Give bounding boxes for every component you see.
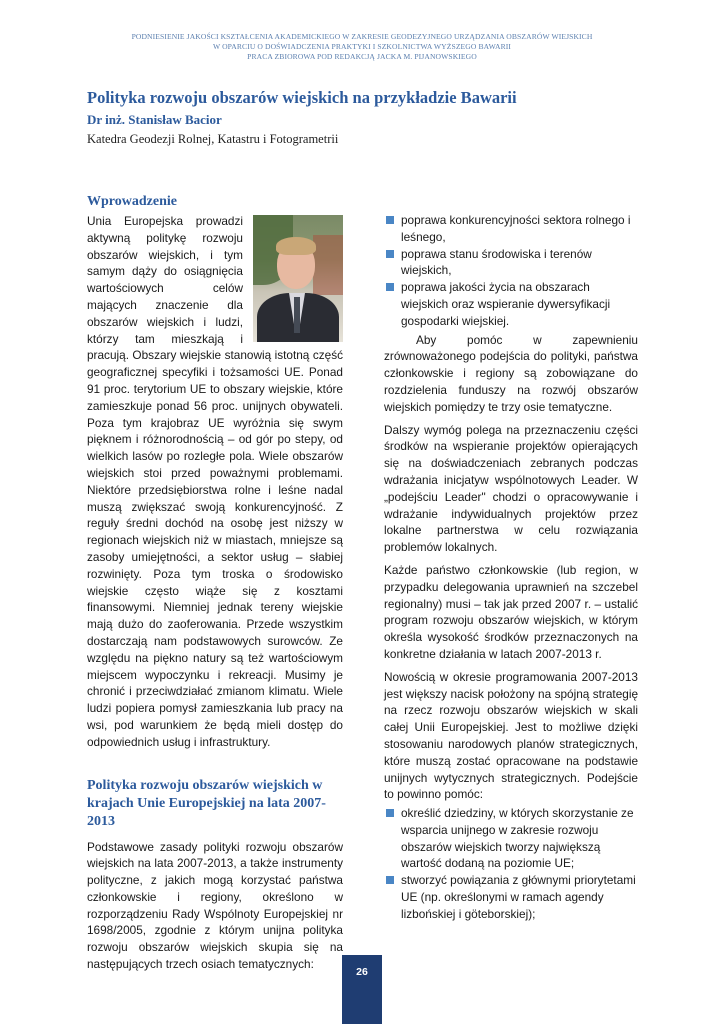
paragraph-balance: Aby pomóc w zapewnieniu zrównoważonego podejścia do polityki, państwa członkowskie i regiony są zobowiązane do rozdzielenia funduszy na rozwój obszarów wiejskich pomiędzy te trzy osie tematyczne. bbox=[384, 332, 638, 414]
left-column bbox=[87, 193, 343, 973]
square-bullet-icon bbox=[386, 216, 394, 224]
list-item: poprawa jakości życia na obszarach wiejskich oraz wspieranie dywersyfikacji gospodarki wiejskiej. bbox=[384, 279, 638, 329]
header-line-2: W OPARCIU O DOŚWIADCZENIA PRAKTYKI I SZKOLNICTWA WYŻSZEGO BAWARII bbox=[212, 42, 512, 51]
list-item: stworzyć powiązania z głównymi priorytetami UE (np. określonymi w ramach agendy lizbońskiej i göteborskiej); bbox=[384, 872, 638, 922]
page-number: 26 bbox=[356, 966, 368, 978]
list-item: poprawa stanu środowiska i terenów wiejskich, bbox=[384, 246, 638, 280]
intro-paragraph: Unia Europejska prowadzi aktywną politykę rozwoju obszarów wiejskich, i tym samym dąży do osiągnięcia wartościowych celów mających znaczenie dla obszarów wiejskich i ludzi, którzy tam mieszkają i pracują. Obszary wiejskie stanowią istotną część geograficznej specyfiki i tożsamości UE. Ponad 91 proc. terytorium UE to obszary wiejskie, które zamieszkuje ponad 56 proc. unijnych obywateli. Poza tym krajobraz UE wyróżnia się swym pięknem i różnorodnością – od gór po stepy, od wielkich lasów po rozległe pola. Wiele obszarów wiejskich stoi przed poważnymi problemami. Niektóre przedsiębiorstwa rolne i leśne nadal muszą zwiększać swoją konkurencyjność. Z reguły średni dochód na osobę jest niższy w regionach wiejskich niż w miastach, mniejsze są zasoby umiejętności, a sektor usług – słabiej rozwinięty. Poza tym troska o środowisko wiejskie często wiąże się z kosztami finansowymi. Niemniej jednak tereny wiejskie mają dużo do zaoferowania. Przede wszystkim dostarczają nam podstawowych surowców. Ze względu na piękno natury są też wartościowym miejscem wypoczynku i rekreacji. Musimy je chronić i przeciwdziałać zmianom klimatu. Wiele ludzi popiera pomysł zamieszkania lub pracy na wsi, pod warunkiem że będą mieli dostęp do odpowiednich usług i infrastruktury. bbox=[87, 214, 343, 749]
approach-list bbox=[384, 805, 638, 923]
paragraph-program: Każde państwo członkowskie (lub region, w przypadku delegowania uprawnień na szczebel regionalny) musi – tak jak przed 2007 r. – ustalić program rozwoju obszarów wiejskich, w którym określa wysokość środków przeznaczonych na konkretne działania w latach 2007-2013 r. bbox=[384, 562, 638, 661]
paragraph-leader: Dalszy wymóg polega na przeznaczeniu części środków na wspieranie projektów opierających się na doświadczeniach zebranych podczas wdrażania inicjatyw wspólnotowych Leader. W „podejściu Leader" chodzi o opracowywanie i wdrażanie indywidualnych projektów przez lokalne partnerstwa w celu rozwiązania problemów lokalnych. bbox=[384, 422, 638, 555]
right-column bbox=[384, 212, 638, 923]
photo-house bbox=[313, 235, 343, 295]
author-photo bbox=[253, 215, 343, 342]
policy-paragraph: Podstawowe zasady polityki rozwoju obszarów wiejskich na lata 2007-2013, a także instrumenty polityczne, z jakich mogą korzystać państwa członkowskie i regiony, określono w rozporządzeniu Rady Wspólnoty Europejskiej nr 1698/2005, zgodnie z którym unijna polityka rozwoju obszarów wiejskich skupia się na następujących trzech osiach tematycznych: bbox=[87, 839, 343, 972]
square-bullet-icon bbox=[386, 876, 394, 884]
author-affiliation: Katedra Geodezji Rolnej, Katastru i Fotogrametrii bbox=[87, 132, 339, 146]
list-item: określić dziedziny, w których skorzystanie ze wsparcia unijnego w zakresie rozwoju obszarów wiejskich tworzy największą wartość dodaną na poziomie UE; bbox=[384, 805, 638, 872]
photo-tie bbox=[294, 297, 300, 333]
paragraph-strategy: Nowością w okresie programowania 2007-2013 jest większy nacisk położony na spójną strategię na rzecz rozwoju obszarów wiejskich w skali całej Unii Europejskiej. Jest to możliwe dzięki stosowaniu narodowych planów strategicznych, które muszą zostać opracowane na podstawie unijnych wytycznych strategicznych. Podejście to powinno pomóc: bbox=[384, 669, 638, 802]
running-header bbox=[0, 32, 724, 62]
square-bullet-icon bbox=[386, 283, 394, 291]
square-bullet-icon bbox=[386, 250, 394, 258]
heading-introduction: Wprowadzenie bbox=[87, 194, 177, 209]
header-line-3: PRACA ZBIOROWA POD REDAKCJĄ JACKA M. PIJANOWSKIEGO bbox=[247, 52, 477, 61]
header-line-1: PODNIESIENIE JAKOŚCI KSZTAŁCENIA AKADEMICKIEGO W ZAKRESIE GEODEZYJNEGO URZĄDZANIA OBSZARÓW WIEJSKICH bbox=[131, 32, 593, 41]
photo-hair bbox=[276, 237, 316, 255]
heading-eu-policy: Polityka rozwoju obszarów wiejskich w krajach Unie Europejskiej na lata 2007-2013 bbox=[87, 777, 326, 829]
article-title: Polityka rozwoju obszarów wiejskich na przykładzie Bawarii bbox=[87, 88, 517, 107]
list-item: poprawa konkurencyjności sektora rolnego i leśnego, bbox=[384, 212, 638, 246]
square-bullet-icon bbox=[386, 809, 394, 817]
axes-list bbox=[384, 212, 638, 330]
article-author: Dr inż. Stanisław Bacior bbox=[87, 112, 222, 127]
